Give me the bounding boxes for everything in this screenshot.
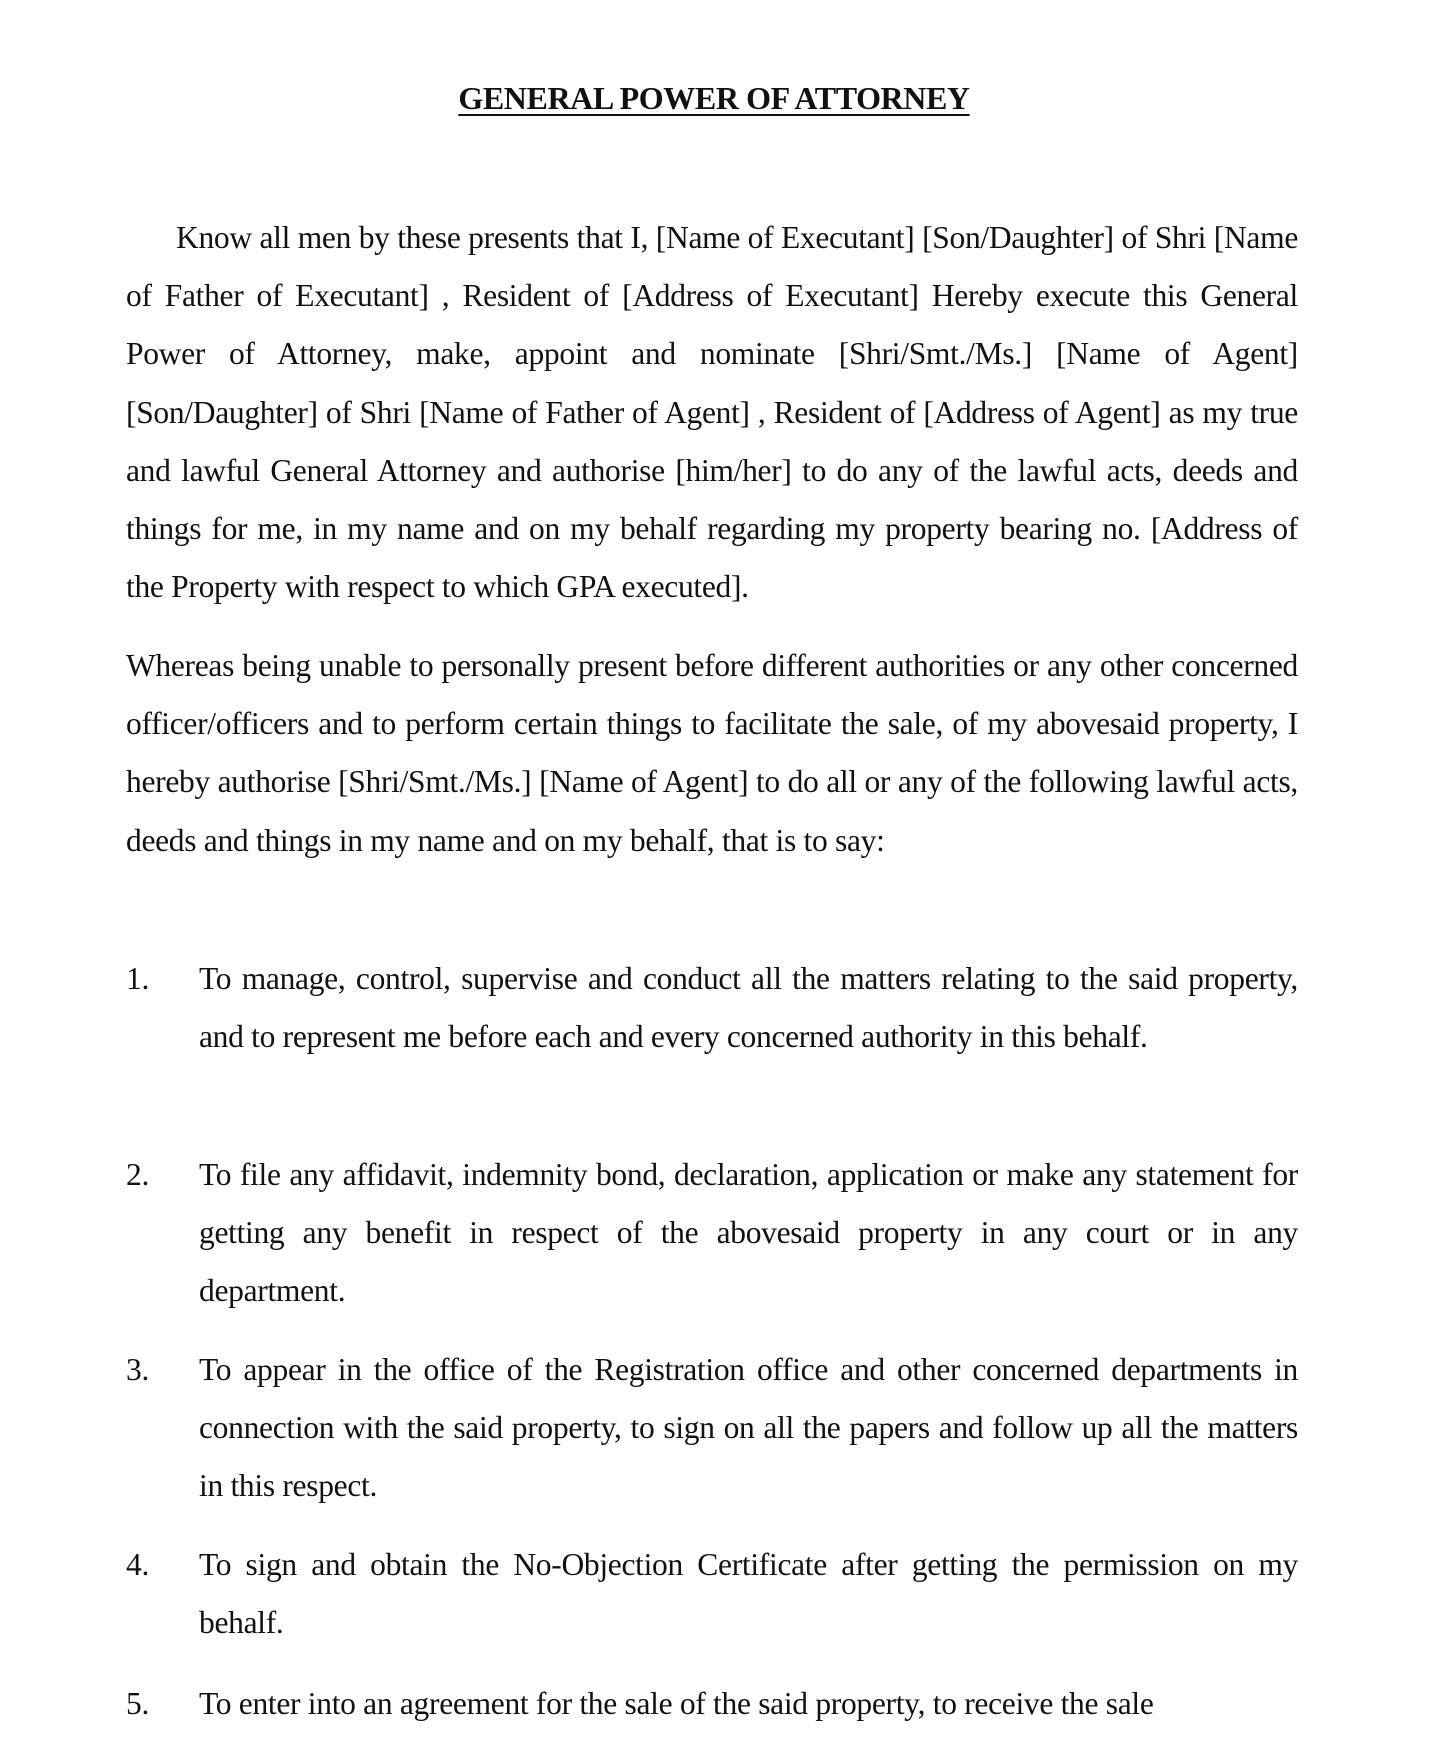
list-item-text: To appear in the office of the Registration office and other concerned departments in connection with the said property, to sign on all the papers and follow up all the matters in this respect. (199, 1352, 1298, 1504)
list-item (126, 1675, 1298, 1733)
whereas-paragraph: Whereas being unable to personally present before different authorities or any other concerned officer/officers and to perform certain things to facilitate the sale, of my abovesaid property, I hereby authorise [Shri/Smt./Ms.] [Name of Agent] to do all or any of the following lawful acts, deeds and things in my name and on my behalf, that is to say: (126, 648, 1298, 858)
list-item-text: To sign and obtain the No-Objection Certificate after getting the permission on my behalf. (199, 1547, 1298, 1641)
list-item-number: 5. (126, 1686, 150, 1721)
intro-paragraph: Know all men by these presents that I, [Name of Executant] [Son/Daughter] of Shri [Name of Father of Executant] , Resident of [Address of Executant] Hereby execute this General Power of Attorney, make, appoint and nominate [Shri/Smt./Ms.] [Name of Agent] [Son/Daughter] of Shri [Name of Father of Agent] , Resident of [Address of Agent] as my true and lawful General Attorney and authorise [him/her] to do any of the lawful acts, deeds and things for me, in my name and on my behalf regarding my property bearing no. [Address of the Property with respect to which GPA executed]. (126, 220, 1298, 605)
list-item (126, 950, 1298, 1066)
list-item-number: 2. (126, 1157, 150, 1192)
list-item-number: 1. (126, 961, 150, 996)
list-item (126, 1341, 1298, 1516)
list-item (126, 1536, 1298, 1652)
list-item-text: To manage, control, supervise and conduct all the matters relating to the said property, and to represent me before each and every concerned authority in this behalf. (199, 961, 1298, 1055)
list-item-text: To file any affidavit, indemnity bond, declaration, application or make any statement for getting any benefit in respect of the abovesaid property in any court or in any department. (199, 1157, 1298, 1309)
list-item-number: 4. (126, 1547, 150, 1582)
list-item-text: To enter into an agreement for the sale of the said property, to receive the sale (199, 1686, 1154, 1721)
document-title (0, 74, 1428, 122)
list-item-number: 3. (126, 1352, 150, 1387)
list-item (126, 1146, 1298, 1321)
document-title-text: GENERAL POWER OF ATTORNEY (458, 80, 970, 116)
